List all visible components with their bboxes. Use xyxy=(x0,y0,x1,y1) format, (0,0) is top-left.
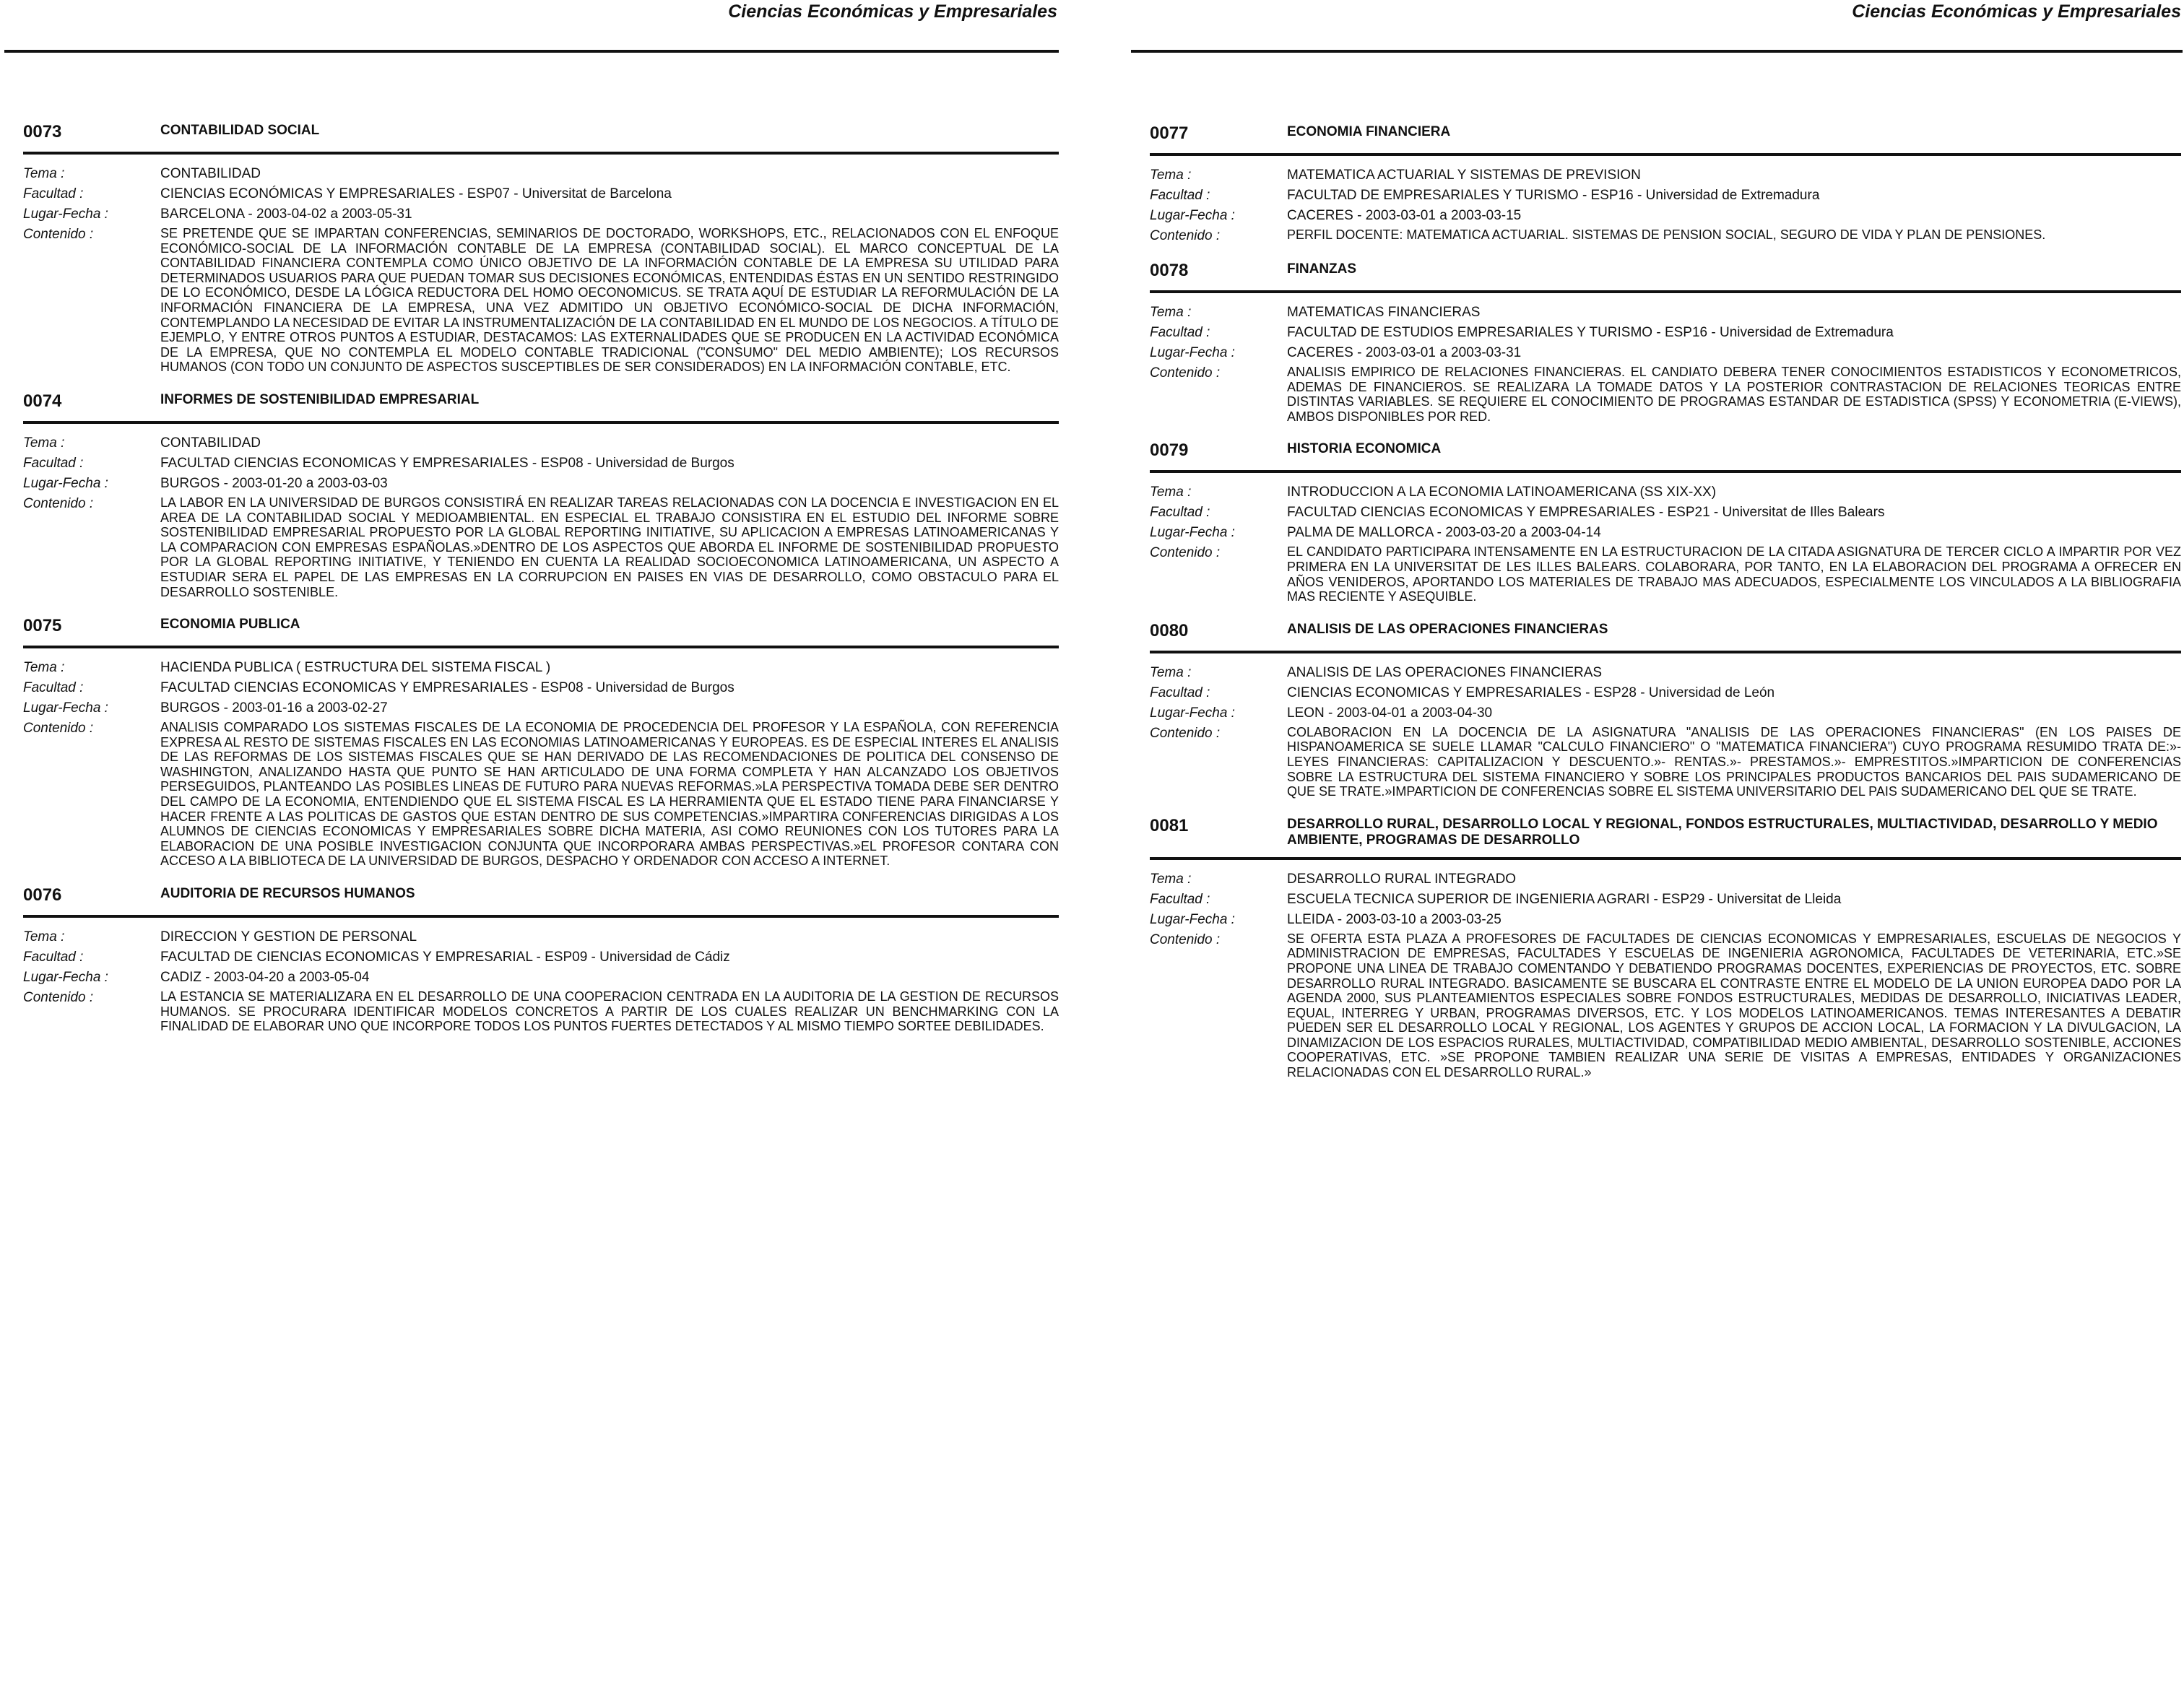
field-value: HACIENDA PUBLICA ( ESTRUCTURA DEL SISTEMA FISCAL ) xyxy=(160,660,551,676)
field-value: CIENCIAS ECONOMICAS Y EMPRESARIALES - ESP28 - Universidad de León xyxy=(1287,685,1775,700)
field-label: Contenido : xyxy=(23,227,94,242)
entry-title: FINANZAS xyxy=(1287,261,1357,277)
field-label: Contenido : xyxy=(1150,931,1221,947)
field-value: FACULTAD CIENCIAS ECONOMICAS Y EMPRESARIALES - ESP08 - Universidad de Burgos xyxy=(160,455,734,471)
field-value: CONTABILIDAD xyxy=(160,166,261,181)
tema-field xyxy=(1150,300,2181,321)
field-value: CADIZ - 2003-04-20 a 2003-05-04 xyxy=(160,970,370,986)
facultad-field xyxy=(23,945,1059,965)
entry-list xyxy=(23,121,1059,1050)
entry-title: ECONOMIA FINANCIERA xyxy=(1287,124,1451,139)
entry-0077 xyxy=(1150,123,2181,244)
entry-header xyxy=(1150,260,2181,293)
field-label: Tema : xyxy=(1150,664,1192,680)
field-label: Contenido : xyxy=(1150,545,1221,561)
entry-title: CONTABILIDAD SOCIAL xyxy=(160,123,320,138)
field-value: FACULTAD DE CIENCIAS ECONOMICAS Y EMPRESARIAL - ESP09 - Universidad de Cádiz xyxy=(160,950,730,965)
field-value: ESCUELA TECNICA SUPERIOR DE INGENIERIA AGRARI - ESP29 - Universitat de Lleida xyxy=(1287,891,1842,907)
field-label: Contenido : xyxy=(23,721,94,737)
contenido-field xyxy=(1150,541,2181,604)
field-value: MATEMATICAS FINANCIERAS xyxy=(1287,305,1481,320)
facultad-field xyxy=(1150,321,2181,341)
field-label: Tema : xyxy=(23,435,65,451)
field-value: FACULTAD CIENCIAS ECONOMICAS Y EMPRESARIALES - ESP08 - Universidad de Burgos xyxy=(160,680,734,696)
field-label: Facultad : xyxy=(1150,685,1210,700)
contenido-field xyxy=(23,716,1059,869)
field-label: Contenido : xyxy=(1150,725,1221,741)
field-value: FACULTAD DE ESTUDIOS EMPRESARIALES Y TURISMO - ESP16 - Universidad de Extremadura xyxy=(1287,325,1894,340)
field-label: Contenido : xyxy=(1150,365,1221,381)
entry-title: DESARROLLO RURAL, DESARROLLO LOCAL Y REGIONAL, FONDOS ESTRUCTURALES, MULTIACTIVIDAD, DESARROLLO Y MEDIO AMBIENTE, PROGRAMAS DE DESARROLLO xyxy=(1287,816,2158,848)
entry-header xyxy=(1150,620,2181,653)
entry-header xyxy=(23,885,1059,918)
entry-code: 0080 xyxy=(1150,620,1189,640)
lugar-fecha-field xyxy=(23,965,1059,986)
lugar-fecha-field xyxy=(1150,521,2181,541)
entry-code: 0077 xyxy=(1150,123,1189,143)
entry-header xyxy=(1150,123,2181,156)
field-value: BARCELONA - 2003-04-02 a 2003-05-31 xyxy=(160,207,412,222)
tema-field xyxy=(23,162,1059,182)
entry-0073 xyxy=(23,121,1059,375)
tema-field xyxy=(23,925,1059,945)
facultad-field xyxy=(23,676,1059,696)
field-label: Tema : xyxy=(23,929,65,945)
tema-field xyxy=(1150,163,2181,183)
field-label: Facultad : xyxy=(1150,188,1210,203)
contenido-field xyxy=(1150,361,2181,424)
tema-field xyxy=(23,656,1059,676)
lugar-fecha-field xyxy=(23,472,1059,492)
contenido-field xyxy=(1150,721,2181,799)
field-label: Lugar-Fecha : xyxy=(1150,208,1235,223)
field-value: DESARROLLO RURAL INTEGRADO xyxy=(1287,871,1517,887)
tema-field xyxy=(23,431,1059,451)
field-value: PERFIL DOCENTE: MATEMATICA ACTUARIAL. SISTEMAS DE PENSION SOCIAL, SEGURO DE VIDA Y PLAN DE PENSIONES. xyxy=(1287,227,2046,242)
entry-header xyxy=(1150,815,2181,860)
entry-code: 0081 xyxy=(1150,815,1189,835)
field-value: BURGOS - 2003-01-20 a 2003-03-03 xyxy=(160,475,388,491)
field-label: Facultad : xyxy=(23,186,84,201)
field-label: Tema : xyxy=(1150,871,1192,887)
entry-0075 xyxy=(23,615,1059,869)
field-value: DIRECCION Y GESTION DE PERSONAL xyxy=(160,929,417,945)
left-page xyxy=(0,0,1069,1694)
entry-header xyxy=(23,391,1059,424)
entry-code: 0074 xyxy=(23,391,62,411)
field-value: ANALISIS COMPARADO LOS SISTEMAS FISCALES DE LA ECONOMIA DE PROCEDENCIA DEL PROFESOR Y LA ESPAÑOLA, CON REFERENCIA EXPRESA AL RESTO DE SISTEMAS FISCALES EN LAS ECONOMIAS LATINOAMERICANAS Y EUROPEAS. ES DE ESPECIAL INTERES EL ANALISIS DE LAS REFORMAS DE LOS SISTEMAS FISCALES QUE SE HAN DERIVADO DE LAS RECOMENDACIONES DE POLITICA DEL CONSENSO DE WASHINGTON, ANALIZANDO HASTA QUE PUNTO SE HAN ARTICULADO DE UNA FORMA COMPLETA Y HAN ALCANZADO LOS OBJETIVOS PERSEGUIDOS, PLANTEANDO LAS POSIBLES LINEAS DE FUTURO PARA NUEVAS REFORMAS.»LA PERSPECTIVA TOMADA DEBE SER DENTRO DEL CAMPO DE LA ECONOMIA, ENTENDIENDO QUE EL SISTEMA FISCAL ES LA HERRAMIENTA QUE EL ESTADO TIENE PARA FINANCIARSE Y HACER FRENTE A LAS POLITICAS DE GASTOS QUE ESTAN DENTRO DE SUS COMPETENCIAS.»IMPARTIRA CONFERENCIAS DIRIGIDAS A LOS ALUMNOS DE CIENCIAS ECONOMICAS Y EMPRESARIALES SOBRE DICHA MATERIA, ASI COMO REUNIONES CON LOS TUTORES PARA LA ELABORACION DE UNA POSIBLE INVESTIGACION CONJUNTA QUE INCORPORARA AMBAS PERSPECTIVAS.»EL PROFESOR CONTARA CON ACCESO A LA BIBLIOTECA DE LA UNIVERSIDAD DE BURGOS, DESPACHO Y ORDENADOR CON ACCESO A INTERNET. xyxy=(160,720,1059,869)
contenido-field xyxy=(1150,224,2181,244)
entry-title: ANALISIS DE LAS OPERACIONES FINANCIERAS xyxy=(1287,621,1608,637)
lugar-fecha-field xyxy=(23,202,1059,222)
field-label: Facultad : xyxy=(23,455,84,471)
field-label: Tema : xyxy=(1150,305,1192,320)
facultad-field xyxy=(1150,681,2181,701)
contenido-field xyxy=(1150,928,2181,1080)
entry-0081 xyxy=(1150,815,2181,1080)
field-label: Tema : xyxy=(23,660,65,676)
field-value: PALMA DE MALLORCA - 2003-03-20 a 2003-04-14 xyxy=(1287,525,1601,541)
right-page xyxy=(1128,0,2184,1694)
entry-code: 0073 xyxy=(23,122,62,142)
entry-0080 xyxy=(1150,620,2181,799)
tema-field xyxy=(1150,661,2181,681)
entry-code: 0078 xyxy=(1150,261,1189,280)
field-value: ANALISIS DE LAS OPERACIONES FINANCIERAS xyxy=(1287,664,1603,680)
field-label: Contenido : xyxy=(1150,228,1221,243)
field-value: INTRODUCCION A LA ECONOMIA LATINOAMERICANA (SS XIX-XX) xyxy=(1287,485,1717,500)
field-value: SE OFERTA ESTA PLAZA A PROFESORES DE FACULTADES DE CIENCIAS ECONOMICAS Y EMPRESARIALES, ESCUELAS DE NEGOCIOS Y ADMINISTRACION DE EMPRESAS, FACULTADES Y ESCUELAS DE INGENIERIA AGRONOMICA, FACULTADES DE VETERINARIA, ETC.»SE PROPONE UNA LINEA DE TRABAJO COMENTANDO Y DEBATIENDO PROGRAMAS DOCENTES, EXPERIENCIAS DE PROYECTOS, ETC. SOBRE DESARROLLO RURAL INTEGRADO. BASICAMENTE SE BUSCARA EL CONTRASTE ENTRE EL MODELO DE LA UNION EUROPEA DADO POR LA AGENDA 2000, SUS PLANTEAMIENTOS ESPECIALES SOBRE FONDOS ESTRUCTURALES, MEDIDAS DE DESARROLLO, INICIATIVAS LEADER, EQUAL, INTERREG Y URBAN, PROGRAMAS DIVERSOS, ETC. Y LOS MODELOS LATINOAMERICANOS. TEMAS INTERESANTES A DEBATIR PUEDEN SER EL DESARROLLO LOCAL Y REGIONAL, LOS AGENTES Y GRUPOS DE ACCION LOCAL, LA FORMACION Y LA DIVULGACION, LA DINAMIZACION DE LOS ESPACIOS RURALES, MULTIACTIVIDAD, COMPATIBILIDAD MEDIO AMBIENTAL, DESARROLLO SOSTENIBLE, ACCIONES COOPERATIVAS, ETC. »SE PROPONE TAMBIEN REALIZAR UNA SERIE DE VISITAS A EMPRESAS, ENTIDADES Y ORGANIZACIONES RELACIONADAS CON EL DESARROLLO RURAL.» xyxy=(1287,931,2181,1080)
field-value: CACERES - 2003-03-01 a 2003-03-15 xyxy=(1287,208,1522,223)
field-label: Tema : xyxy=(1150,168,1192,183)
entry-0076 xyxy=(23,885,1059,1034)
field-value: EL CANDIDATO PARTICIPARA INTENSAMENTE EN LA ESTRUCTURACION DE LA CITADA ASIGNATURA DE TERCER CICLO A IMPARTIR POR VEZ PRIMERA EN LA UNIVERSITAT DE LES ILLES BALEARS. COLABORARA, POR TANTO, EN LA ELABORACION DEL PROGRAMA A OFRECER EN AÑOS VENIDEROS, APORTANDO LOS MATERIALES DE TRABAJO MAS ADECUADOS, ESPECIALMENTE LOS VINCULADOS A LA BIBLIOGRAFIA MAS RECIENTE Y ASEQUIBLE. xyxy=(1287,544,2181,604)
entry-title: AUDITORIA DE RECURSOS HUMANOS xyxy=(160,886,415,902)
field-label: Lugar-Fecha : xyxy=(1150,525,1235,541)
field-value: FACULTAD DE EMPRESARIALES Y TURISMO - ESP16 - Universidad de Extremadura xyxy=(1287,188,1820,203)
field-label: Contenido : xyxy=(23,495,94,511)
field-value: LA LABOR EN LA UNIVERSIDAD DE BURGOS CONSISTIRÁ EN REALIZAR TAREAS RELACIONADAS CON LA DOCENCIA E INVESTIGACION EN EL AREA DE LA CONTABILIDAD SOCIAL Y MEDIOAMBIENTAL. EN ESPECIAL EL TRABAJO CONSISTIRA EN EL ESTUDIO DEL INFORME SOBRE SOSTENIBILIDAD EMPRESARIAL PROPUESTO POR LA GLOBAL REPORTING INITIATIVE, SU APLICACION A EMPRESAS LATINOAMERICANAS Y LA COMPARACION CON EMPRESAS ESPAÑOLAS.»DENTRO DE LOS ASPECTOS QUE ABORDA EL INFORME DE SOSTENIBILIDAD PROPUESTO POR LA GLOBAL REPORTING INITIATIVE, Y TENIENDO EN CUENTA LA REALIDAD SOCIOECONOMICA LATINOAMERICANA, UN ASPECTO A ESTUDIAR SERA EL PAPEL DE LAS EMPRESAS EN LA CORRUPCION EN PAISES EN VIAS DE DESARROLLO, COMO OBSTACULO PARA EL DESARROLLO SOSTENIBLE. xyxy=(160,495,1059,599)
field-value: MATEMATICA ACTUARIAL Y SISTEMAS DE PREVISION xyxy=(1287,168,1641,183)
facultad-field xyxy=(23,182,1059,202)
lugar-fecha-field xyxy=(23,696,1059,716)
field-value: CACERES - 2003-03-01 a 2003-03-31 xyxy=(1287,345,1522,360)
header-rule xyxy=(4,50,1059,53)
field-value: SE PRETENDE QUE SE IMPARTAN CONFERENCIAS, SEMINARIOS DE DOCTORADO, WORKSHOPS, ETC., RELACIONADOS CON EL ENFOQUE ECONÓMICO-SOCIAL DE LA INFORMACIÓN CONTABLE DE LA EMPRESA (CONTABILIDAD SOCIAL). EL MARCO CONCEPTUAL DE LA CONTABILIDAD FINANCIERA CONTEMPLA COMO ÚNICO OBJETIVO DE LA INFORMACIÓN CONTABLE DE LA EMPRESA SU UTILIDAD PARA DETERMINADOS USUARIOS PARA QUE PUEDAN TOMAR SUS DECISIONES ECONÓMICAS, ENTENDIDAS ÉSTAS EN UN SENTIDO RESTRINGIDO DE LO ECONÓMICO, DESDE LA LÓGICA REDUCTORA DEL HOMO OECONOMICUS. SE TRATA AQUÍ DE ESTUDIAR LA REFORMULACIÓN DE LA INFORMACIÓN FINANCIERA DE LA EMPRESA, UNA VEZ ADMITIDO UN OBJETIVO ECONÓMICO-SOCIAL DE DICHA INFORMACIÓN, CONTEMPLANDO LA NECESIDAD DE EVITAR LA INSTRUMENTALIZACIÓN DE LA CONTABILIDAD EN EL MUNDO DE LOS NEGOCIOS. A TÍTULO DE EJEMPLO, Y ENTRE OTROS PUNTOS A ESTUDIAR, DESTACAMOS: LAS EXTERNALIDADES QUE SE PRODUCEN EN LA ACTIVIDAD ECONÓMICA DE LA EMPRESA, QUE NO CONTEMPLA EL MODELO CONTABLE TRADICIONAL ("CONSUMO" DEL MEDIO AMBIENTE); LOS RECURSOS HUMANOS (CON TODO UN CONJUNTO DE ASPECTOS SUSCEPTIBLES DE SER CONSIDERADOS) EN LA INFORMACIÓN CONTABLE, ETC. xyxy=(160,226,1059,375)
tema-field xyxy=(1150,867,2181,887)
field-label: Contenido : xyxy=(23,990,94,1006)
entry-code: 0076 xyxy=(23,885,62,905)
field-value: COLABORACION EN LA DOCENCIA DE LA ASIGNATURA "ANALISIS DE LAS OPERACIONES FINANCIERAS" (EN LOS PAISES DE HISPANOAMERICA SE SUELE LLAMAR "CALCULO FINANCIERO" O "MATEMATICA FINANCIERA") CUYO PROGRAMA RESUMIDO TRATA DE:»- LEYES FINANCIERAS: CAPITALIZACION Y DESCUENTO.»- RENTAS.»- PRESTAMOS.»- EMPRESTITOS.»IMPARTICION DE CONFERENCIAS SOBRE LA ESTRUCTURA DEL SISTEMA FINANCIERO Y SOBRE LOS PRINCIPALES PRODUCTOS BANCARIOS DEL PAIS SUDAMERICANO DE QUE SE TRATE.»IMPARTICION DE CONFERENCIAS SOBRE EL SISTEMA UNIVERSITARIO DEL PAIS SUDAMERICANO DEL QUE SE TRATE. xyxy=(1287,724,2181,799)
contenido-field xyxy=(23,986,1059,1034)
entry-title: HISTORIA ECONOMICA xyxy=(1287,441,1442,457)
entry-header xyxy=(1150,440,2181,473)
entry-0074 xyxy=(23,391,1059,599)
field-label: Tema : xyxy=(1150,485,1192,500)
entry-0079 xyxy=(1150,440,2181,604)
lugar-fecha-field xyxy=(1150,908,2181,928)
entry-header xyxy=(23,121,1059,155)
lugar-fecha-field xyxy=(1150,204,2181,224)
entry-title: INFORMES DE SOSTENIBILIDAD EMPRESARIAL xyxy=(160,391,480,407)
entry-0078 xyxy=(1150,260,2181,424)
entry-title: ECONOMIA PUBLICA xyxy=(160,617,300,633)
entry-code: 0075 xyxy=(23,616,62,636)
contenido-field xyxy=(23,492,1059,599)
entry-code: 0079 xyxy=(1150,440,1189,461)
header-rule xyxy=(1131,50,2183,53)
field-label: Lugar-Fecha : xyxy=(23,970,108,986)
facultad-field xyxy=(1150,887,2181,908)
field-value: CIENCIAS ECONÓMICAS Y EMPRESARIALES - ESP07 - Universitat de Barcelona xyxy=(160,186,672,201)
field-label: Lugar-Fecha : xyxy=(1150,705,1235,721)
tema-field xyxy=(1150,480,2181,500)
field-label: Facultad : xyxy=(1150,325,1210,340)
field-value: LA ESTANCIA SE MATERIALIZARA EN EL DESARROLLO DE UNA COOPERACION CENTRADA EN LA AUDITORIA DE LA GESTION DE RECURSOS HUMANOS. SE PROCURARA IDENTIFICAR MODELOS CONCRETOS A PARTIR DE LOS CUALES REALIZAR UN BENCHMARKING CON LA FINALIDAD DE ELABORAR UNO QUE INCORPORE TODOS LOS PUNTOS FUERTES DETECTADOS Y AL MISMO TIEMPO SORTEE DEBILIDADES. xyxy=(160,989,1059,1034)
facultad-field xyxy=(1150,183,2181,204)
field-label: Lugar-Fecha : xyxy=(1150,345,1235,360)
field-value: FACULTAD CIENCIAS ECONOMICAS Y EMPRESARIALES - ESP21 - Universitat de Illes Balears xyxy=(1287,505,1885,521)
field-label: Facultad : xyxy=(1150,891,1210,907)
field-value: BURGOS - 2003-01-16 a 2003-02-27 xyxy=(160,700,388,716)
lugar-fecha-field xyxy=(1150,341,2181,361)
field-label: Facultad : xyxy=(23,950,84,965)
field-label: Facultad : xyxy=(1150,505,1210,521)
field-value: LLEIDA - 2003-03-10 a 2003-03-25 xyxy=(1287,911,1502,927)
entry-header xyxy=(23,615,1059,648)
facultad-field xyxy=(1150,500,2181,521)
field-label: Lugar-Fecha : xyxy=(1150,911,1235,927)
field-label: Tema : xyxy=(23,166,65,181)
contenido-field xyxy=(23,222,1059,375)
field-value: CONTABILIDAD xyxy=(160,435,261,451)
field-label: Facultad : xyxy=(23,680,84,696)
running-header: Ciencias Económicas y Empresariales xyxy=(728,1,1057,22)
lugar-fecha-field xyxy=(1150,701,2181,721)
field-label: Lugar-Fecha : xyxy=(23,475,108,491)
field-label: Lugar-Fecha : xyxy=(23,700,108,716)
field-value: LEON - 2003-04-01 a 2003-04-30 xyxy=(1287,705,1493,721)
entry-list xyxy=(1150,123,2181,1096)
facultad-field xyxy=(23,451,1059,472)
running-header: Ciencias Económicas y Empresariales xyxy=(1852,1,2181,22)
field-value: ANALISIS EMPIRICO DE RELACIONES FINANCIERAS. EL CANDIATO DEBERA TENER CONOCIMIENTOS ESTADISTICOS Y ECONOMETRICOS, ADEMAS DE FINANCIEROS. SE REALIZARA LA TOMADE DATOS Y LA POSTERIOR CONTRASTACION DE RELACIONES TEORICAS ENTRE DISTINTAS VARIABLES. SE REQUIERE EL CONOCIMIENTO DE PROGRAMAS ESTANDAR DE ESTADISTICA (SPSS) Y ECONOMETRIA (E-VIEWS), AMBOS DISPONIBLES POR RED. xyxy=(1287,365,2181,424)
field-label: Lugar-Fecha : xyxy=(23,207,108,222)
